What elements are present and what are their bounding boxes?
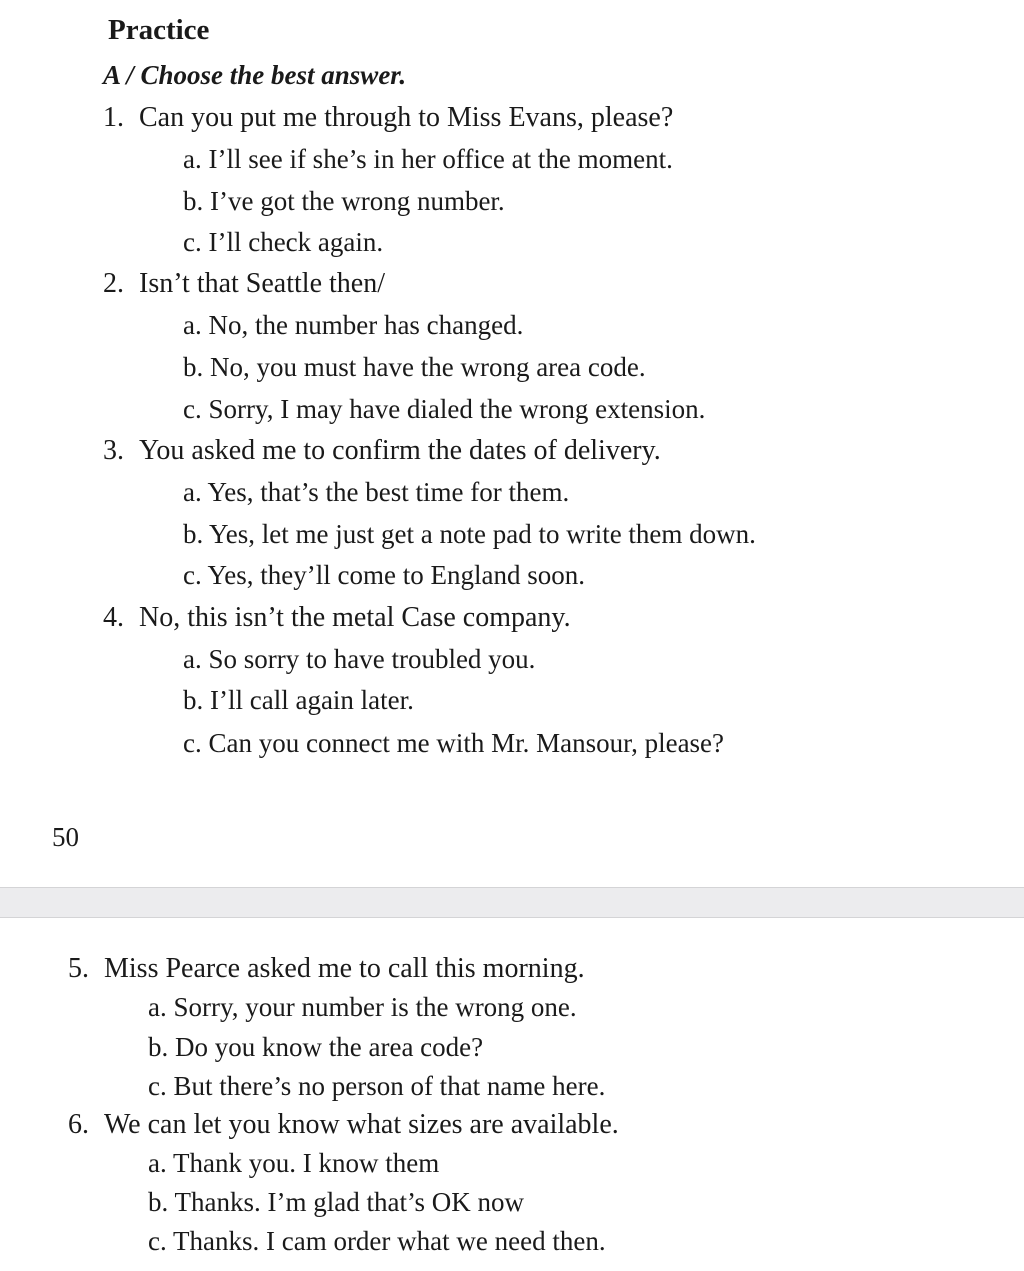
section-title: Practice bbox=[108, 14, 210, 46]
page-number: 50 bbox=[52, 822, 79, 852]
question-number: 5. bbox=[68, 953, 89, 984]
question-2 bbox=[103, 268, 385, 300]
question-number: 4. bbox=[103, 602, 124, 633]
question-4-option-b: b. I’ll call again later. bbox=[183, 685, 414, 715]
question-text: We can let you know what sizes are available. bbox=[104, 1109, 619, 1140]
question-5-option-c: c. But there’s no person of that name here. bbox=[148, 1071, 606, 1101]
question-2-option-a: a. No, the number has changed. bbox=[183, 310, 524, 340]
question-4 bbox=[103, 602, 571, 634]
question-2-option-c: c. Sorry, I may have dialed the wrong extension. bbox=[183, 394, 706, 424]
question-3-option-c: c. Yes, they’ll come to England soon. bbox=[183, 560, 585, 590]
question-3 bbox=[103, 435, 661, 467]
question-text: You asked me to confirm the dates of delivery. bbox=[139, 435, 661, 466]
question-5-option-b: b. Do you know the area code? bbox=[148, 1032, 484, 1062]
question-3-option-b: b. Yes, let me just get a note pad to write them down. bbox=[183, 519, 756, 549]
question-text: No, this isn’t the metal Case company. bbox=[139, 602, 571, 633]
question-text: Isn’t that Seattle then/ bbox=[139, 268, 385, 299]
question-1-option-c: c. I’ll check again. bbox=[183, 227, 384, 257]
question-6 bbox=[68, 1109, 619, 1141]
question-number: 3. bbox=[103, 435, 124, 466]
question-5 bbox=[68, 953, 585, 985]
page-divider bbox=[0, 887, 1024, 918]
question-1 bbox=[103, 102, 673, 134]
question-2-option-b: b. No, you must have the wrong area code. bbox=[183, 352, 646, 382]
exercise-instruction: A / Choose the best answer. bbox=[103, 60, 407, 90]
question-number: 2. bbox=[103, 268, 124, 299]
question-number: 1. bbox=[103, 102, 124, 133]
question-4-option-c: c. Can you connect me with Mr. Mansour, please? bbox=[183, 728, 725, 758]
question-1-option-a: a. I’ll see if she’s in her office at the moment. bbox=[183, 144, 673, 174]
question-5-option-a: a. Sorry, your number is the wrong one. bbox=[148, 992, 577, 1022]
question-6-option-a: a. Thank you. I know them bbox=[148, 1148, 440, 1178]
question-text: Miss Pearce asked me to call this morning. bbox=[104, 953, 585, 984]
question-text: Can you put me through to Miss Evans, please? bbox=[139, 102, 674, 133]
question-1-option-b: b. I’ve got the wrong number. bbox=[183, 186, 505, 216]
question-6-option-b: b. Thanks. I’m glad that’s OK now bbox=[148, 1187, 524, 1217]
question-6-option-c: c. Thanks. I cam order what we need then. bbox=[148, 1226, 606, 1256]
question-4-option-a: a. So sorry to have troubled you. bbox=[183, 644, 536, 674]
document-page-bottom bbox=[0, 918, 1024, 1271]
question-3-option-a: a. Yes, that’s the best time for them. bbox=[183, 477, 570, 507]
question-number: 6. bbox=[68, 1109, 89, 1140]
